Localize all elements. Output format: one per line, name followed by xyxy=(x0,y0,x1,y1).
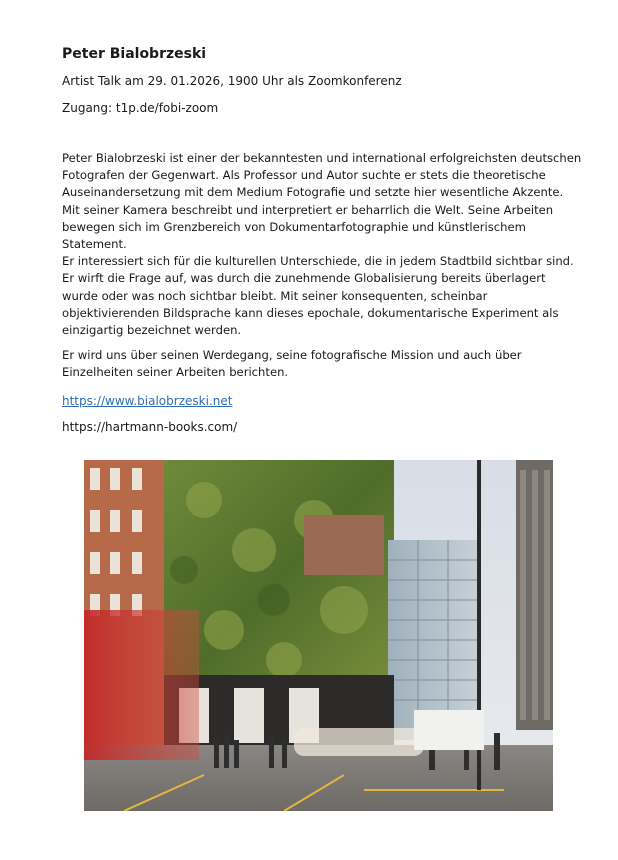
website-link[interactable]: https://www.bialobrzeski.net xyxy=(62,393,233,408)
page-title: Peter Bialobrzeski xyxy=(62,46,207,62)
publisher-link: https://hartmann-books.com/ xyxy=(62,419,238,434)
website-link-line xyxy=(62,392,582,410)
access-info: Zugang: t1p.de/fobi-zoom xyxy=(62,101,219,115)
talk-paragraph: Er wird uns über seinen Werdegang, seine fotografische Mission und auch über Einzelheiten seiner Arbeiten berichten. xyxy=(62,348,522,380)
street-photo xyxy=(84,460,553,811)
interest-paragraph: Er interessiert sich für die kulturellen Unterschiede, die in jedem Stadtbild sichtbar sind. Er wirft die Frage auf, was durch die zunehmende Globalisierung bereits überlagert wurde oder was noch sichtbar bleibt. Mit seiner konsequenten, scheinbar objektivierenden Bildsprache kann dieses epochale, dokumentarische Experiment als einzigartig bezeichnet werden. xyxy=(62,254,574,338)
intro-paragraph: Peter Bialobrzeski ist einer der bekanntesten und international erfolgreichsten deutschen Fotografen der Gegenwart. Als Professor und Autor suchte er stets die theoretische Auseinandersetzung mit dem Medium Fotografie und setzte hier wesentliche Akzente. Mit seiner Kamera beschreibt und interpretiert er beharrlich die Welt. Seine Arbeiten bewegen sich im Grenzbereich von Dokumentarfotographie und künstlerischem Statement. xyxy=(62,151,582,252)
event-info: Artist Talk am 29. 01.2026, 1900 Uhr als Zoomkonferenz xyxy=(62,74,402,88)
document-page xyxy=(62,44,582,436)
